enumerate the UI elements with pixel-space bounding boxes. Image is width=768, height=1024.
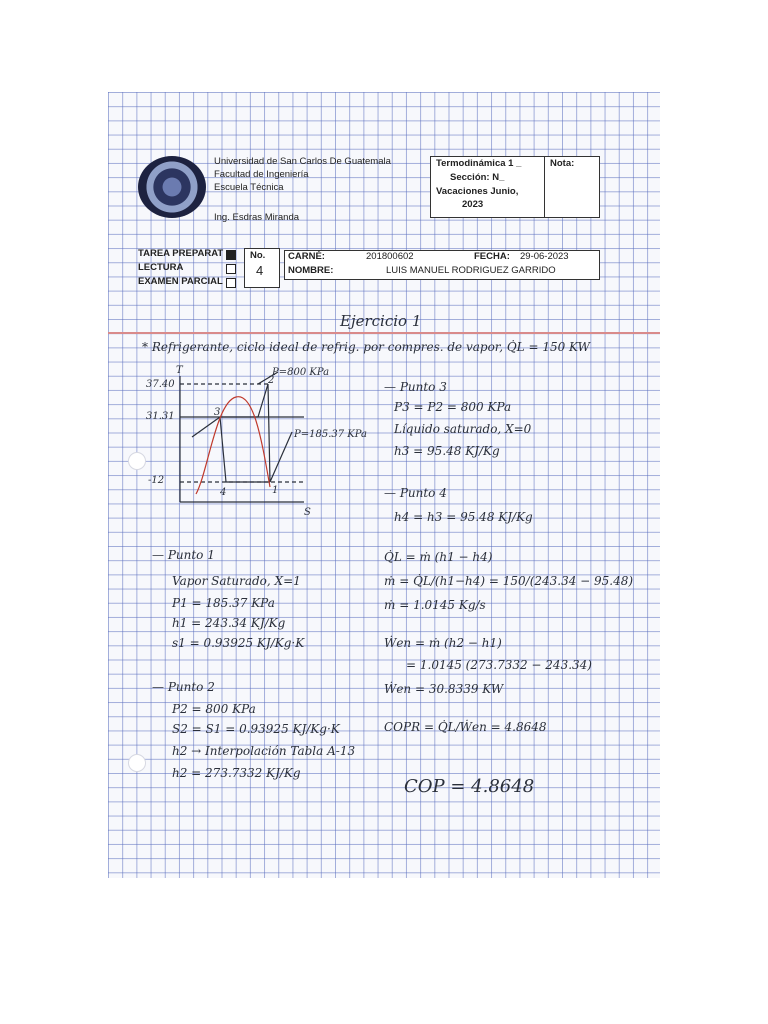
faculty-name: Facultad de Ingeniería: [214, 169, 309, 180]
university-name: Universidad de San Carlos De Guatemala: [214, 156, 391, 167]
calc-heat-balance: Q̇L = ṁ (h1 − h4): [384, 550, 493, 564]
punto3-state: Líquido saturado, X=0: [394, 422, 532, 436]
punto3-enthalpy: h3 = 95.48 KJ/Kg: [394, 444, 500, 458]
punto2-entropy: S2 = S1 = 0.93925 KJ/Kg·K: [172, 722, 340, 736]
graph-paper-sheet: [108, 92, 660, 878]
ts-diagram: [108, 92, 660, 878]
carne-value: 201800602: [366, 251, 414, 262]
temp-tick-12: -12: [148, 475, 165, 486]
point-2-label: 2: [268, 375, 275, 386]
calc-work-result: Ẇen = 30.8339 KW: [384, 682, 504, 696]
pressure-high-label: P=800 KPa: [272, 367, 330, 378]
carne-label: CARNÉ:: [288, 251, 325, 262]
punto2-heading: — Punto 2: [152, 680, 215, 694]
condensation-line: [220, 384, 268, 417]
expansion-line: [220, 417, 226, 482]
point-3-label: 3: [214, 407, 221, 418]
isobar-low: [270, 432, 292, 482]
number-label: No.: [250, 250, 266, 261]
exercise-statement: * Refrigerante, ciclo ideal de refrig. por compres. de vapor, Q̇L = 150 KW: [142, 340, 590, 354]
t-axis-label: T: [176, 365, 183, 376]
school-name: Escuela Técnica: [214, 182, 284, 193]
grade-label: Nota:: [550, 158, 575, 169]
punto1-entropy: s1 = 0.93925 KJ/Kg·K: [172, 636, 305, 650]
pressure-low-label: P=185.37 KPa: [294, 429, 367, 440]
punto3-heading: — Punto 3: [384, 380, 447, 394]
final-cop-result: COP = 4.8648: [404, 776, 535, 797]
option-examen: EXAMEN PARCIAL: [138, 276, 223, 287]
punto1-state: Vapor Saturado, X=1: [172, 574, 301, 588]
punto1-heading: — Punto 1: [152, 548, 215, 562]
saturation-dome: [196, 397, 270, 494]
temp-tick-37: 37.40: [146, 379, 175, 390]
punto4-heading: — Punto 4: [384, 486, 447, 500]
compression-line: [268, 384, 270, 482]
temp-tick-31: 31.31: [146, 411, 175, 422]
course-name: Termodinámica 1 _: [436, 158, 522, 169]
term-label: Vacaciones Junio,: [436, 186, 519, 197]
term-year: 2023: [462, 199, 484, 210]
punto1-pressure: P1 = 185.37 KPa: [172, 596, 275, 610]
nombre-label: NOMBRE:: [288, 265, 334, 276]
engineer-name: Ing. Esdras Miranda: [214, 212, 300, 223]
punto4-enthalpy: h4 = h3 = 95.48 KJ/Kg: [394, 510, 533, 524]
point-4-label: 4: [220, 487, 227, 498]
isobar-high-left: [192, 417, 220, 437]
punto3-pressure: P3 = P2 = 800 KPa: [394, 400, 512, 414]
point-1-label: 1: [272, 485, 279, 496]
punto1-enthalpy: h1 = 243.34 KJ/Kg: [172, 616, 286, 630]
punto2-enthalpy: h2 = 273.7332 KJ/Kg: [172, 766, 301, 780]
calc-work-substitution: = 1.0145 (273.7332 − 243.34): [406, 658, 592, 672]
punto2-pressure: P2 = 800 KPa: [172, 702, 256, 716]
section-label: Sección: N_: [450, 172, 505, 183]
calc-work-formula: Ẇen = ṁ (h2 − h1): [384, 636, 502, 650]
exercise-title: Ejercicio 1: [340, 312, 422, 330]
option-tarea: TAREA PREPARAT: [138, 248, 224, 259]
calc-mass-flow-formula: ṁ = Q̇L/(h1−h4) = 150/(243.34 − 95.48): [384, 574, 634, 588]
s-axis-label: S: [304, 507, 311, 518]
option-lectura: LECTURA: [138, 262, 184, 273]
nombre-value: LUIS MANUEL RODRIGUEZ GARRIDO: [386, 265, 556, 276]
fecha-value: 29-06-2023: [520, 251, 569, 262]
fecha-label: FECHA:: [474, 251, 510, 262]
punto2-interpolation: h2 → Interpolación Tabla A-13: [172, 744, 356, 758]
number-value: 4: [256, 263, 264, 278]
calc-mass-flow: ṁ = 1.0145 Kg/s: [384, 598, 486, 612]
calc-cop: COPR = Q̇L/Ẇen = 4.8648: [384, 720, 547, 734]
